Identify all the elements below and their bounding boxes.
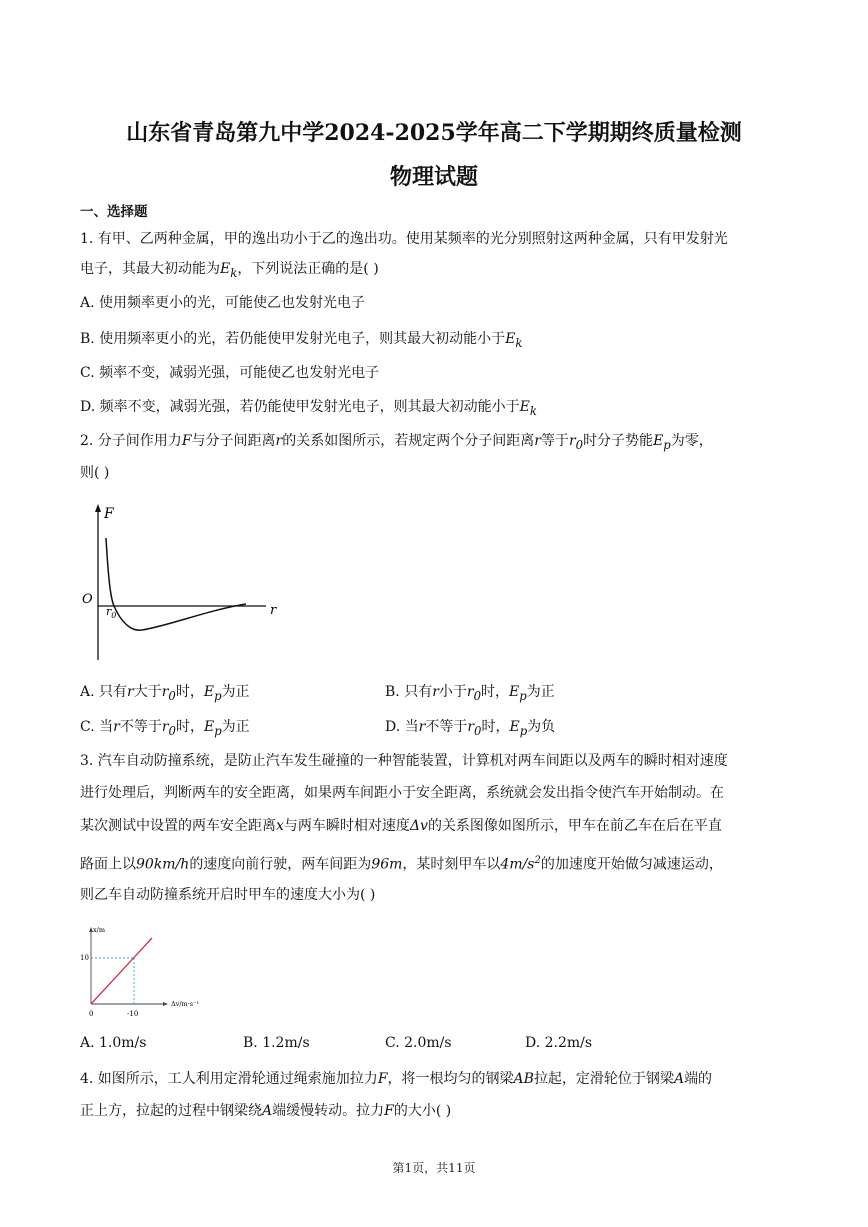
q3-line4 (80, 850, 723, 876)
q3-x: x (276, 818, 284, 834)
q4-A: A (673, 1071, 685, 1087)
q3-x-tick: -10 (127, 1010, 139, 1018)
q1-ek-sub: k (529, 403, 537, 418)
q1-option-d (80, 396, 537, 422)
q2-text: 小于 (438, 684, 467, 700)
q2-text: 时， (175, 719, 204, 735)
q3-x-label: Δv/m·s⁻¹ (171, 1000, 200, 1008)
q2-text: A. 只有 (80, 684, 128, 700)
q1-text: 电子，其最大初动能为 (80, 261, 220, 277)
q2-text: 为正 (526, 684, 555, 700)
q2-r: r (432, 684, 439, 700)
q2-r0-sub: 0 (168, 688, 176, 703)
q2-option-a (80, 681, 250, 703)
q2-text: 时， (175, 684, 204, 700)
q2-r: r (113, 719, 120, 735)
q3-y-label: x/m (93, 926, 106, 934)
q3-dv: Δv (409, 818, 428, 834)
q3-line2: 进行处理后，判断两车的安全距离，如果两车间距小于安全距离，系统就会发出指令使汽车开始制动。在 (80, 785, 724, 801)
q1-ek-sub: k (515, 335, 523, 350)
q2-text: 等于 (540, 433, 569, 449)
q3-data-line (91, 938, 152, 1004)
q1-text: ，下列说法正确的是( ) (237, 261, 379, 277)
q3-text: 的速度向前行驶，两车间距为 (189, 856, 372, 873)
q2-force-curve (106, 538, 246, 630)
q4-text: 4. 如图所示，工人利用定滑轮通过绳索施加拉力 (80, 1071, 378, 1087)
q2-text: 不等于 (425, 719, 468, 735)
page-footer: 第1页，共11页 (392, 1161, 476, 1175)
q2-r: r (534, 433, 541, 449)
q3-line3 (80, 815, 722, 837)
q2-text: 时， (481, 684, 510, 700)
q3-line1: 3. 汽车自动防撞系统，是防止汽车发生碰撞的一种智能装置，计算机对两车间距以及两车的瞬时相对速度 (80, 753, 728, 769)
q2-text: 为负 (527, 719, 556, 735)
q1-line1: 1. 有甲、乙两种金属，甲的逸出功小于乙的逸出功。使用某频率的光分别照射这两种金属，只有甲发射光 (80, 231, 728, 247)
q4-text: 端的 (684, 1071, 713, 1087)
q1-option-a: A. 使用频率更小的光，可能使乙也发射光电子 (80, 295, 366, 311)
q2-y-arrow (95, 504, 101, 512)
q2-r0: r (467, 719, 475, 735)
q2-r: r (418, 719, 426, 735)
q2-option-b (385, 681, 555, 703)
q3-acc: 4m/s (500, 856, 535, 873)
q2-ep-sub: p (519, 723, 528, 738)
q2-ep-sub: p (663, 437, 671, 452)
q2-F: F (181, 433, 192, 449)
q2-ep-sub: p (214, 723, 222, 738)
q4-line2 (80, 1100, 451, 1122)
q2-ep-sub: p (519, 688, 527, 703)
q3-acc-sup: 2 (534, 855, 541, 866)
q3-y-tick: 10 (80, 954, 89, 962)
q3-text: 的加速度开始做匀减速运动， (540, 856, 723, 873)
section-heading: 一、选择题 (80, 204, 148, 220)
q3-option-a: A. 1.0m/s (80, 1035, 147, 1051)
q2-r0: r (161, 719, 169, 735)
q2-line1 (80, 430, 713, 456)
q2-text: 2. 分子间作用力 (80, 433, 182, 449)
q2-text: D. 当 (385, 719, 419, 735)
q2-r0-sub: 0 (474, 723, 482, 738)
q3-distance-graph (80, 922, 220, 1020)
q2-r0: r (568, 433, 576, 449)
q3-text: 某次测试中设置的两车安全距离 (80, 818, 276, 834)
q2-text: B. 只有 (385, 684, 433, 700)
q2-r: r (275, 433, 283, 449)
q2-text: 时分子势能 (583, 433, 654, 449)
q2-text: C. 当 (80, 719, 114, 735)
q2-ep: E (203, 719, 215, 735)
q1-ek: E (505, 331, 516, 347)
q2-r0-label-sub: 0 (111, 611, 117, 620)
q2-r: r (127, 684, 134, 700)
q2-text: 为正 (221, 719, 250, 735)
q1-option-c: C. 频率不变，减弱光强，可能使乙也发射光电子 (80, 365, 380, 381)
q2-text: 为正 (221, 684, 250, 700)
q2-option-c (80, 716, 250, 738)
q2-r0: r (466, 684, 474, 700)
q3-dist: 96m (371, 856, 403, 873)
q3-text: 与两车瞬时相对速度 (283, 818, 410, 834)
q2-ep: E (509, 719, 520, 735)
q4-F: F (384, 1103, 394, 1119)
q4-text: ，将一根均匀的钢梁 (387, 1071, 514, 1087)
q4-text: 端缓慢转动。拉力 (272, 1103, 385, 1119)
q3-text: 的关系图像如图所示，甲车在前乙车在后在平直 (427, 818, 722, 834)
q1-ek-sub: k (230, 265, 238, 280)
q2-text: 的关系如图所示，若规定两个分子间距离 (282, 433, 535, 449)
q3-speed: 90km/h (136, 856, 190, 873)
q2-option-d (385, 716, 555, 738)
q2-ep: E (203, 684, 215, 700)
q2-r0-sub: 0 (575, 437, 584, 452)
q2-text: 与分子间距离 (191, 433, 276, 449)
q3-line5: 则乙车自动防撞系统开启时甲车的速度大小为( ) (80, 887, 376, 903)
q4-AB: AB (513, 1071, 534, 1087)
q3-option-d: D. 2.2m/s (525, 1035, 593, 1051)
q4-text: 的大小( ) (393, 1103, 452, 1119)
q3-text: 路面上以 (80, 856, 136, 873)
q4-F: F (377, 1071, 388, 1087)
q2-text: 不等于 (119, 719, 162, 735)
q1-ek: E (220, 261, 231, 277)
q1-line2 (80, 258, 379, 284)
q3-option-c: C. 2.0m/s (385, 1035, 452, 1051)
q2-force-graph (78, 502, 288, 664)
q2-ep: E (509, 684, 520, 700)
q3-option-b: B. 1.2m/s (243, 1035, 310, 1051)
q4-text: 正上方，拉起的过程中钢梁绕 (80, 1103, 262, 1119)
q3-origin-label: 0 (89, 1010, 94, 1018)
q1-ek: E (519, 399, 530, 415)
q2-text: 时， (481, 719, 510, 735)
q2-line2: 则( ) (80, 465, 110, 481)
q2-text: 大于 (133, 684, 162, 700)
q4-A: A (262, 1103, 273, 1119)
q2-text: 为零， (670, 433, 713, 449)
q2-y-label: F (104, 506, 114, 522)
q4-text: 拉起，定滑轮位于钢梁 (533, 1071, 674, 1087)
q2-r0-sub: 0 (168, 723, 176, 738)
q2-origin-label: O (82, 592, 93, 607)
q2-r0: r (161, 684, 169, 700)
exam-subtitle: 物理试题 (389, 164, 478, 190)
q3-x-arrow (163, 1002, 168, 1006)
q1-option-b-text: B. 使用频率更小的光，若仍能使甲发射光电子，则其最大初动能小于 (80, 331, 506, 347)
q1-option-d-text: D. 频率不变，减弱光强，若仍能使甲发射光电子，则其最大初动能小于 (80, 399, 520, 415)
q2-x-label: r (270, 603, 277, 618)
q3-text: ，某时刻甲车以 (402, 856, 501, 873)
exam-title: 山东省青岛第九中学2024-2025学年高二下学期期终质量检测 (126, 120, 742, 146)
q2-r0-label-main: r (106, 605, 112, 618)
q2-ep-sub: p (214, 688, 222, 703)
q2-ep: E (653, 433, 664, 449)
q2-r0-sub: 0 (473, 688, 482, 703)
q1-option-b (80, 328, 523, 354)
q4-line1 (80, 1068, 712, 1090)
